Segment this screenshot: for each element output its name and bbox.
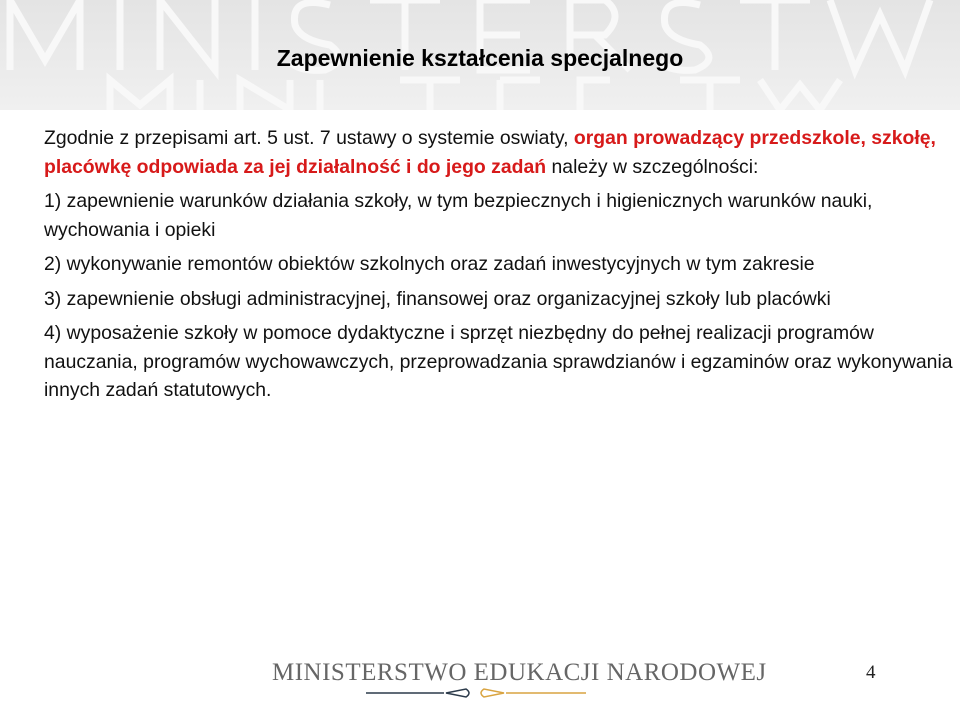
- list-item: 2) wykonywanie remontów obiektów szkolnych oraz zadań inwestycyjnych w tym zakresie: [44, 253, 815, 275]
- intro-highlight: organ prowadzący przedszkole, szkołę, placówkę odpowiada za jej działalność i do jego zadań: [44, 127, 936, 178]
- slide-title: Zapewnienie kształcenia specjalnego: [276, 45, 684, 71]
- intro-text-end: należy w szczególności:: [546, 155, 759, 178]
- ministry-logo-text: MINISTERSTWO EDUKACJI NARODOWEJ: [272, 659, 767, 686]
- intro-text: Zgodnie z przepisami art. 5 ust. 7 ustawy o systemie oswiaty,: [44, 127, 574, 149]
- list-item: 1) zapewnienie warunków działania szkoły, w tym bezpiecznych i higienicznych warunków nauki, wychowania i opieki: [44, 190, 873, 241]
- list-item: 4) wyposażenie szkoły w pomoce dydaktyczne i sprzęt niezbędny do pełnej realizacji programów nauczania, programów wychowawczych, przeprowadzania sprawdzianów i egzaminów oraz wykonywania innych zadań statutowych.: [44, 322, 953, 401]
- slide-content: [44, 124, 959, 411]
- logo-ornament-icon: [326, 686, 626, 700]
- intro-paragraph: [44, 124, 959, 181]
- page-number: 4: [866, 662, 876, 683]
- list-item: 3) zapewnienie obsługi administracyjnej, finansowej oraz organizacyjnej szkoły lub placówki: [44, 287, 831, 310]
